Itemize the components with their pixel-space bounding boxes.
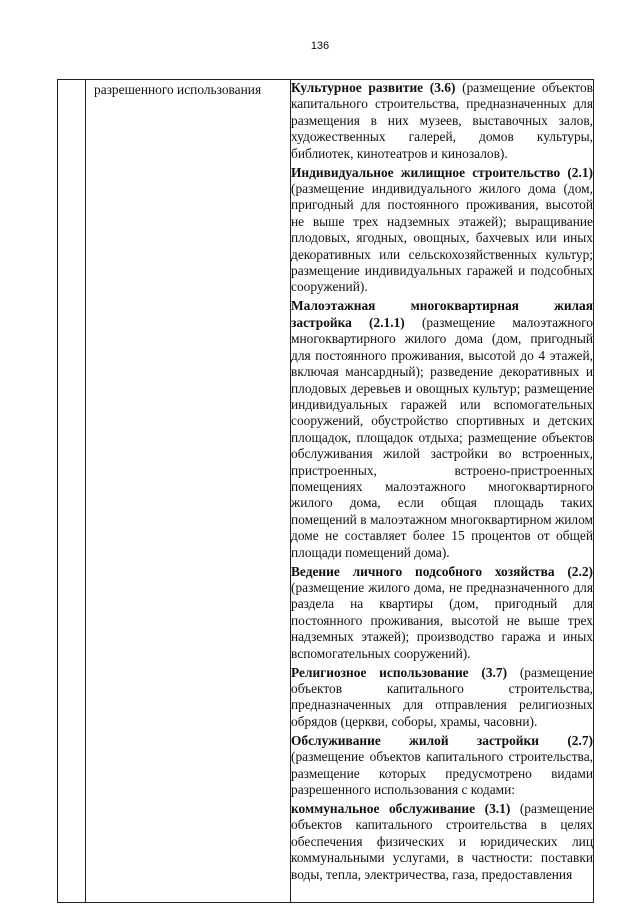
entry-title: Религиозное использование (3.7): [291, 664, 508, 680]
entry-title: Индивидуальное жилищное строительство (2.1): [291, 164, 593, 180]
entry-religious-use: [291, 665, 593, 731]
entry-title: Ведение личного подсобного хозяйства (2.2): [291, 563, 593, 579]
table-row: [58, 80, 594, 903]
description-cell: [291, 80, 594, 903]
entry-title: коммунальное обслуживание (3.1): [291, 801, 511, 817]
entry-text: (размещение объектов капитального строительства, предназначенных для размещения в них музеев, выставочных залов, художественных галерей, домов культуры, библиотек, кинотеатров и кинозалов).: [291, 80, 593, 161]
entry-individual-housing: [291, 165, 593, 296]
entry-title: Малоэтажная многоквартирная жилая застройка (2.1.1): [291, 298, 593, 330]
entry-private-farming: [291, 564, 593, 662]
entry-cultural-development: [291, 80, 593, 162]
entry-text: (размещение малоэтажного многоквартирного жилого дома (дом, пригодный для постоянного проживания, высотой до 4 этажей, включая мансардный); разведение декоративных и плодовых деревьев и овощных культур; размещение индивидуальных гаражей или вспомогательных сооружений, обустройство спортивных и детских площадок, площадок отдыха; размещение объектов обслуживания жилой застройки во встроенных, пристроенных, встроено-пристроенных помещениях малоэтажного многоквартирного жилого дома, если общая площадь таких помещений в малоэтажном многоквартирном жилом доме не составляет более 15 процентов от общей площади помещений дома).: [291, 314, 593, 560]
entry-text: (размещение жилого дома, не предназначенного для раздела на квартиры (дом, пригодный для постоянного проживания, высотой не выше трех надземных этажей); производство гаража и иных вспомогательных сооружений).: [291, 579, 593, 661]
label-cell: [86, 80, 291, 903]
page-number: 136: [310, 40, 330, 52]
entry-text: (размещение индивидуального жилого дома (дом, пригодный для постоянного проживания, высотой не выше трех надземных этажей); выращивание плодовых, ягодных, овощных, бахчевых или иных декоративных или сельскохозяйственных культур; размещение индивидуальных гаражей и подсобных сооружений).: [291, 181, 593, 295]
entry-text: (размещение объектов капитального строительства, предназначенных для отправления религиозных обрядов (церкви, соборы, храмы, часовни).: [291, 664, 593, 729]
regulations-table: [57, 79, 594, 903]
entry-title: Обслуживание жилой застройки (2.7): [291, 732, 593, 748]
entry-utility-services: [291, 801, 593, 883]
entry-title: Культурное развитие (3.6): [291, 80, 456, 95]
entry-low-rise-apartments: [291, 298, 593, 561]
row-label: разрешенного использования: [94, 82, 262, 97]
entry-residential-services: [291, 733, 593, 799]
entry-text: (размещение объектов капитального строительства в целях обеспечения физических и юридических лиц коммунальными услугами, в частности: поставки воды, тепла, электричества, газа, предоставления: [291, 801, 593, 882]
number-cell: [58, 80, 86, 903]
entry-text: (размещение объектов капитального строительства, размещение которых предусмотрено видами разрешенного использования с кодами:: [291, 749, 593, 798]
